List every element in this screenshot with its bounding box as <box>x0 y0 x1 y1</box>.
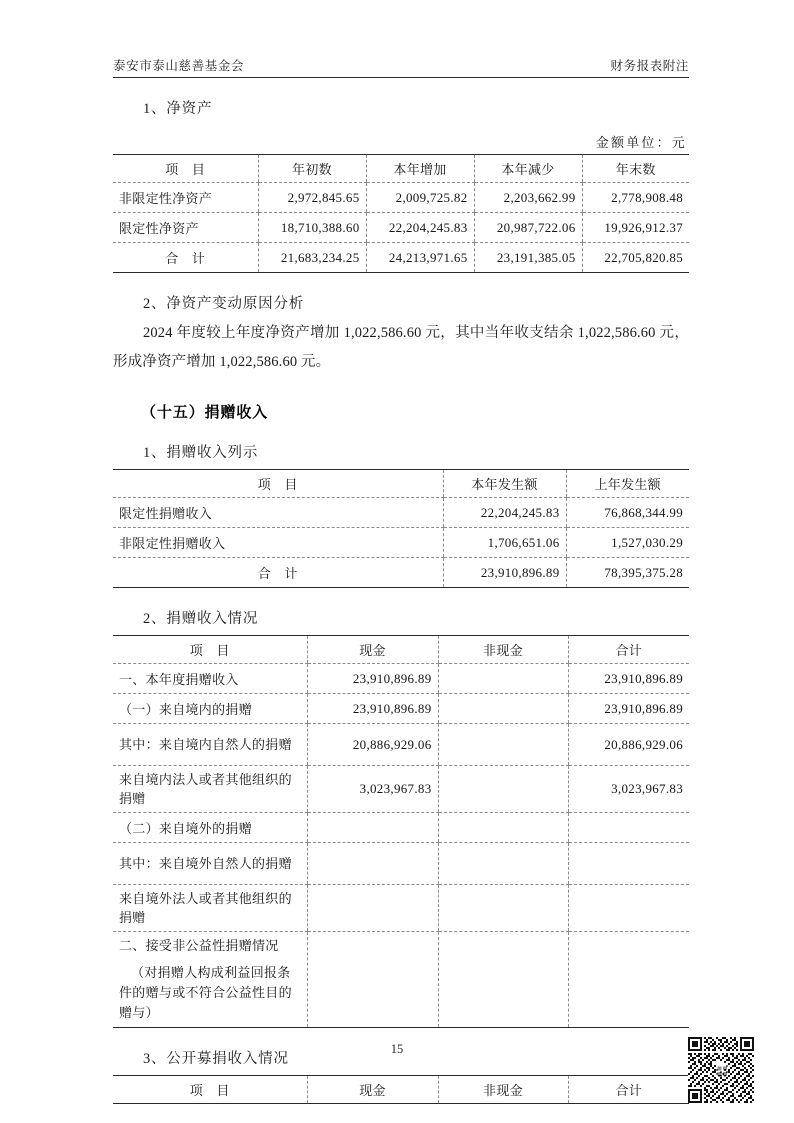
cell-value <box>307 932 438 1028</box>
column-header-current-year: 本年发生额 <box>443 470 566 498</box>
column-header-cash: 现金 <box>307 1076 438 1104</box>
column-header-item: 项 目 <box>113 155 258 183</box>
cell-value: 3,023,967.83 <box>307 766 438 813</box>
table-row <box>113 813 689 843</box>
qr-code-graphic <box>688 1037 754 1103</box>
row-label: 限定性净资产 <box>113 213 258 243</box>
row-label: （二）来自境外的捐赠 <box>113 813 307 843</box>
column-header-decrease: 本年减少 <box>474 155 582 183</box>
cell-value <box>438 694 568 724</box>
cell-value: 20,987,722.06 <box>474 213 582 243</box>
heading-public-fundraising: 3、公开募捐收入情况 <box>143 1051 289 1067</box>
column-header-noncash: 非现金 <box>438 636 568 664</box>
note-line-1: 二、接受非公益性捐赠情况 <box>119 938 279 953</box>
row-label: 其中：来自境内自然人的捐赠 <box>113 724 307 766</box>
cell-value <box>568 932 689 1028</box>
row-label: 来自境内法人或者其他组织的捐赠 <box>113 766 307 813</box>
table-net-assets <box>113 154 689 273</box>
total-value: 23,191,385.05 <box>474 243 582 273</box>
cell-value <box>438 766 568 813</box>
organization-name: 泰安市泰山慈善基金会 <box>113 59 245 73</box>
cell-value: 23,910,896.89 <box>568 694 689 724</box>
cell-value: 20,886,929.06 <box>307 724 438 766</box>
paragraph-change-analysis: 2024 年度较上年度净资产增加 1,022,586.60 元，其中当年收支结余 1,022,586.60 元，形成净资产增加 1,022,586.60 元。 <box>113 325 689 370</box>
column-header-item: 项 目 <box>113 470 443 498</box>
heading-net-assets: 1、净资产 <box>143 101 213 117</box>
cell-value: 19,926,912.37 <box>582 213 689 243</box>
table-row <box>113 498 689 528</box>
cell-value: 2,778,908.48 <box>582 183 689 213</box>
total-value: 22,705,820.85 <box>582 243 689 273</box>
column-header-cash: 现金 <box>307 636 438 664</box>
cell-value <box>568 813 689 843</box>
heading-donation-list: 1、捐赠收入列示 <box>143 445 259 461</box>
cell-value <box>438 813 568 843</box>
running-header <box>113 56 689 78</box>
cell-value: 3,023,967.83 <box>568 766 689 813</box>
cell-value <box>568 885 689 932</box>
column-header-prior-year: 上年发生额 <box>566 470 689 498</box>
column-header-item: 项 目 <box>113 636 307 664</box>
column-header-increase: 本年增加 <box>366 155 474 183</box>
row-label: （一）来自境内的捐赠 <box>113 694 307 724</box>
row-label: 非限定性捐赠收入 <box>113 528 443 558</box>
column-header-total: 合计 <box>568 1076 689 1104</box>
row-label: 限定性捐赠收入 <box>113 498 443 528</box>
cell-value: 76,868,344.99 <box>566 498 689 528</box>
cell-value: 23,910,896.89 <box>307 664 438 694</box>
total-value: 78,395,375.28 <box>566 558 689 588</box>
cell-value <box>438 664 568 694</box>
table-total-row <box>113 558 689 588</box>
heading-change-analysis: 2、净资产变动原因分析 <box>143 296 305 312</box>
heading-donation-situation: 2、捐赠收入情况 <box>143 611 259 627</box>
table-row <box>113 213 689 243</box>
column-header-beginning: 年初数 <box>258 155 366 183</box>
cell-value <box>307 813 438 843</box>
total-label: 合 计 <box>165 251 206 266</box>
table-row <box>113 694 689 724</box>
document-section-label: 财务报表附注 <box>610 59 689 73</box>
cell-value: 2,009,725.82 <box>366 183 474 213</box>
total-label: 合 计 <box>257 566 298 581</box>
table-row <box>113 766 689 813</box>
table-header-row <box>113 636 689 664</box>
cell-value: 2,203,662.99 <box>474 183 582 213</box>
row-label: 非限定性净资产 <box>113 183 258 213</box>
cell-value <box>568 843 689 885</box>
total-value: 21,683,234.25 <box>258 243 366 273</box>
table-donation-list <box>113 469 689 588</box>
row-label-note <box>113 932 307 1028</box>
column-header-item: 项 目 <box>189 1083 230 1098</box>
table-header-row <box>113 1076 689 1104</box>
cell-value: 23,910,896.89 <box>568 664 689 694</box>
table-row <box>113 885 689 932</box>
table-donation-situation <box>113 635 689 1028</box>
qr-code <box>688 1037 754 1103</box>
page-number: 15 <box>390 1042 404 1056</box>
table-public-fundraising <box>113 1075 689 1104</box>
cell-value <box>438 885 568 932</box>
column-header-noncash: 非现金 <box>438 1076 568 1104</box>
cell-value: 18,710,388.60 <box>258 213 366 243</box>
table-header-row <box>113 155 689 183</box>
table-row <box>113 724 689 766</box>
column-header-total: 合计 <box>568 636 689 664</box>
cell-value: 20,886,929.06 <box>568 724 689 766</box>
table-row <box>113 843 689 885</box>
table-note-row <box>113 932 689 1028</box>
cell-value <box>307 843 438 885</box>
table-header-row <box>113 470 689 498</box>
total-value: 23,910,896.89 <box>443 558 566 588</box>
amount-unit-note: 金额单位：元 <box>595 135 687 150</box>
cell-value: 22,204,245.83 <box>366 213 474 243</box>
cell-value <box>438 843 568 885</box>
column-header-ending: 年末数 <box>582 155 689 183</box>
row-label: 一、本年度捐赠收入 <box>113 664 307 694</box>
row-label: 来自境外法人或者其他组织的捐赠 <box>113 885 307 932</box>
cell-value: 22,204,245.83 <box>443 498 566 528</box>
table-total-row <box>113 243 689 273</box>
cell-value: 1,706,651.06 <box>443 528 566 558</box>
table-row <box>113 528 689 558</box>
cell-value <box>307 885 438 932</box>
cell-value: 23,910,896.89 <box>307 694 438 724</box>
table-row <box>113 664 689 694</box>
heading-donation-income: （十五）捐赠收入 <box>141 405 269 421</box>
cell-value: 2,972,845.65 <box>258 183 366 213</box>
row-label: 其中：来自境外自然人的捐赠 <box>113 843 307 885</box>
cell-value <box>438 932 568 1028</box>
table-row <box>113 183 689 213</box>
cell-value <box>438 724 568 766</box>
cell-value: 1,527,030.29 <box>566 528 689 558</box>
page-content <box>113 56 689 1104</box>
note-line-2: （对捐赠人构成利益回报条件的赠与或不符合公益性目的赠与） <box>119 965 292 1020</box>
total-value: 24,213,971.65 <box>366 243 474 273</box>
